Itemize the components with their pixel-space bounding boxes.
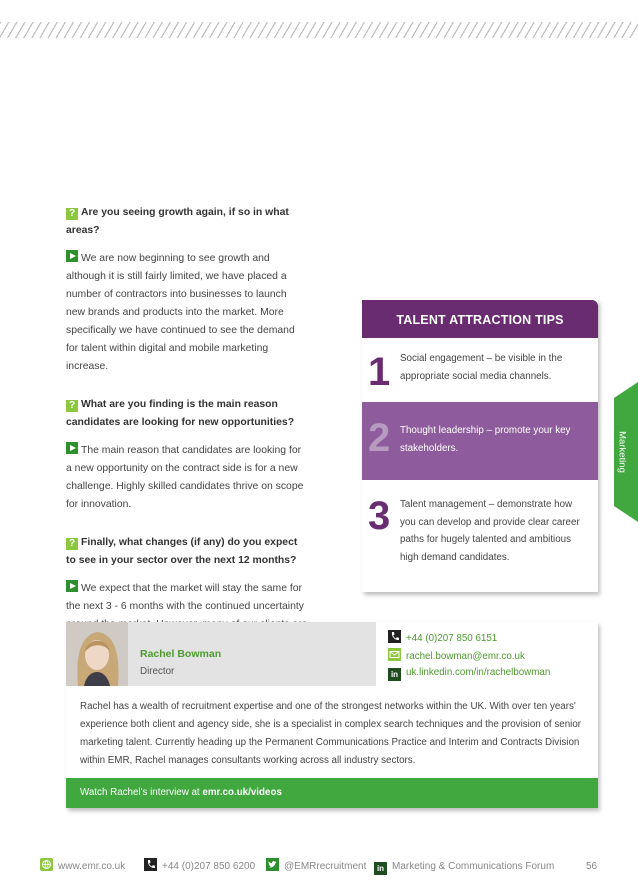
answer-3: We expect that the market will stay the same for the next 3 - 6 months with the continued uncertainty bbox=[66, 580, 308, 670]
avatar bbox=[66, 622, 128, 686]
contact-email[interactable]: rachel.bowman@emr.co.uk bbox=[388, 648, 525, 662]
tip-item bbox=[362, 402, 598, 480]
footer-twitter[interactable]: @EMRrecruitment bbox=[266, 858, 366, 876]
section-tab-label: Marketing bbox=[616, 431, 628, 473]
profile-role: Director bbox=[140, 666, 175, 677]
footer-linkedin[interactable]: in Marketing & Communications Forum bbox=[374, 858, 554, 876]
tip-text: Social engagement – be visible in the appropriate social media channels. bbox=[400, 353, 563, 382]
video-cta-bar[interactable]: Watch Rachel's interview at emr.co.uk/videos bbox=[66, 778, 598, 808]
phone-icon bbox=[388, 630, 401, 643]
page-number: 56 bbox=[586, 861, 598, 872]
answer-play-icon bbox=[66, 250, 78, 262]
footer-phone: +44 (0)207 850 6200 bbox=[144, 858, 255, 876]
twitter-icon bbox=[266, 858, 279, 871]
tip-item bbox=[362, 338, 598, 402]
video-link[interactable]: emr.co.uk/videos bbox=[202, 787, 282, 798]
talent-tips-box bbox=[362, 300, 598, 592]
linkedin-icon: in bbox=[388, 668, 401, 681]
globe-icon bbox=[40, 858, 53, 871]
answer-2: The main reason that candidates are looking for a new opportunity on the contract side is for a new challenge. Highly skilled candidates thrive on scope for innovation. bbox=[66, 442, 308, 514]
tips-title: TALENT ATTRACTION TIPS bbox=[362, 300, 598, 338]
footer-website[interactable]: www.emr.co.uk bbox=[40, 858, 125, 876]
linkedin-icon: in bbox=[374, 862, 387, 875]
contact-phone: +44 (0)207 850 6151 bbox=[388, 630, 497, 644]
tip-text: Thought leadership – promote your key stakeholders. bbox=[400, 425, 571, 454]
profile-photo bbox=[66, 622, 128, 686]
answer-play-icon bbox=[66, 580, 78, 592]
profile-card bbox=[66, 622, 598, 808]
profile-name: Rachel Bowman bbox=[140, 648, 222, 660]
top-stripe-pattern bbox=[0, 22, 638, 38]
qa-section bbox=[66, 204, 308, 680]
question-icon: ? bbox=[66, 208, 78, 220]
contact-linkedin[interactable]: in uk.linkedin.com/in/rachelbowman bbox=[388, 666, 550, 680]
phone-icon bbox=[144, 858, 157, 871]
answer-play-icon bbox=[66, 442, 78, 454]
contact-details bbox=[376, 622, 598, 686]
tip-item bbox=[362, 480, 598, 592]
answer-1: We are now beginning to see growth and although it is still fairly limited, we have placed a number of contractors into businesses to launch new brands and products into the market. More specifically we have continued to see the demand for talent within digital and mobile marketing increase. bbox=[66, 250, 308, 376]
profile-bio: Rachel has a wealth of recruitment expertise and one of the strongest networks within the UK. With over ten years' experience both client and agency side, she is a specialist in complex search techniques and the provision of senior marketing talent. Currently heading up the Permanent Communications Practice and Interim and Contracts Division within EMR, Rachel manages consultants working across all industry sectors. bbox=[80, 701, 582, 766]
question-2: ? What are you finding is the main reason candidates are looking for new opportunities? bbox=[66, 399, 295, 428]
tip-number: 3 bbox=[368, 494, 391, 538]
tip-number: 2 bbox=[368, 416, 391, 460]
tip-text: Talent management – demonstrate how you can develop and provide clear career paths for hugely talented and ambitious high demand candidates. bbox=[400, 499, 580, 563]
question-3: ? Finally, what changes (if any) do you expect to see in your sector over the next 12 months? bbox=[66, 537, 298, 566]
mail-icon bbox=[388, 648, 401, 661]
question-1: ? Are you seeing growth again, if so in what areas? bbox=[66, 207, 289, 236]
question-icon: ? bbox=[66, 400, 78, 412]
question-icon: ? bbox=[66, 538, 78, 550]
tip-number: 1 bbox=[368, 350, 391, 394]
